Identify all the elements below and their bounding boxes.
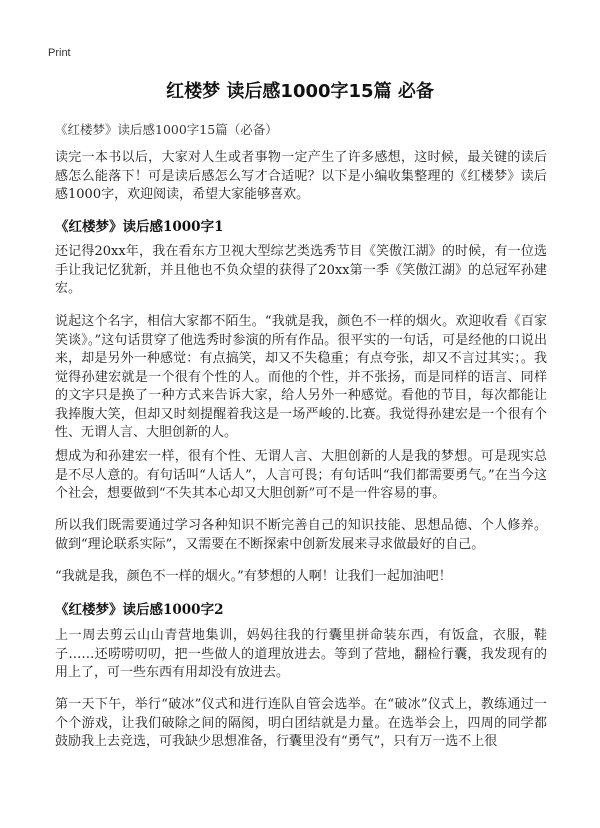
body-paragraph: 说起这个名字，相信大家都不陌生。“我就是我，颜色不一样的烟火。欢迎收看《百家笑谈》。”这句话贯穿了他选秀时参演的所有作品。很平实的一句话，可是经他的口说出来，却是另外一种感觉：有点搞笑，却又不失稳重；有点夸张，却又不言过其实；。我觉得孙建宏就是一个很有个性的人。而他的个性，并不张扬，而是同样的语言、同样的文字只是换了一种方式来告诉大家，给人另外一种感觉。看他的节目，每次都能让我捧腹大笑，但却又时刻提醒着我这是一场严峻的.比赛。我觉得孙建宏是一个很有个性、无谓人言、大胆创新的人。 [55,314,547,440]
body-paragraph: 第一天下午，举行“破冰”仪式和进行连队自管会选举。在“破冰”仪式上，教练通过一个个游戏，让我们破除之间的隔阂，明白团结就是力量。在选举会上，四周的同学都鼓励我上去竞选，可我缺少思想准备，行囊里没有“勇气”，只有万一选不上很 [55,697,547,749]
body-paragraph: 上一周去剪云山山青营地集训，妈妈往我的行囊里拼命装东西，有饭盒，衣服，鞋子……还唠唠叨叨，把一些做人的道理放进去。等到了营地，翻检行囊，我发现有的用上了，可一些东西有用却没有放进去。 [55,628,547,680]
body-paragraph: 还记得20xx年，我在看东方卫视大型综艺类选秀节目《笑傲江湖》的时候，有一位选手让我记忆犹新，并且他也不负众望的获得了20xx第一季《笑傲江湖》的总冠军孙建宏。 [55,244,547,296]
section-heading: 《红楼梦》读后感1000字1 [55,219,224,235]
document-subtitle: 《红楼梦》读后感1000字15篇（必备） [55,122,278,137]
intro-paragraph: 读完一本书以后，大家对人生或者事物一定产生了许多感想，这时候，最关键的读后感怎么能落下！可是读后感怎么写才合适呢？以下是小编收集整理的《红楼梦》读后感1000字，欢迎阅读，希望大家能够喜欢。 [55,150,547,202]
body-paragraph: “我就是我，颜色不一样的烟火。”有梦想的人啊！让我们一起加油吧！ [55,569,452,584]
page-title: 红楼梦 读后感1000字15篇 必备 [166,81,434,102]
section-heading: 《红楼梦》读后感1000字2 [55,602,224,618]
body-paragraph: 所以我们既需要通过学习各种知识不断完善自己的知识技能、思想品德、个人修养。做到“理论联系实际”，又需要在不断探索中创新发展来寻求做最好的自己。 [55,518,547,552]
print-link[interactable]: Print [48,47,71,59]
body-paragraph: 想成为和孙建宏一样，很有个性、无谓人言、大胆创新的人是我的梦想。可是现实总是不尽人意的。有句话叫“人话人”，人言可畏；有句话叫“我们都需要勇气。”在当今这个社会，想要做到“不失其本心却又大胆创新”可不是一件容易的事。 [55,449,547,501]
